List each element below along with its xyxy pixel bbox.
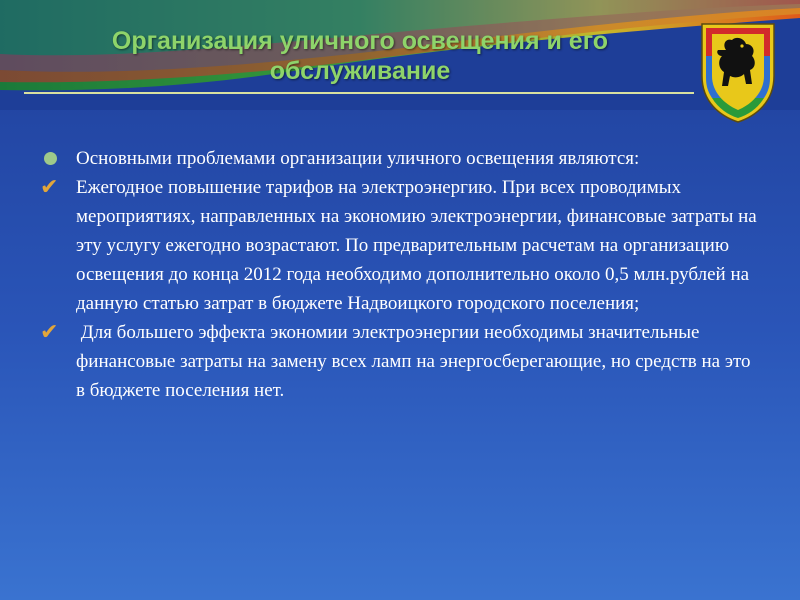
slide-title: Организация уличного освещения и его обслуживание [111,27,609,85]
slide-content [40,144,760,405]
list-item-text: Для большего эффекта экономии электроэнергии необходимы значительные финансовые затраты на замену всех ламп на энергосберегающие, но средств на это в бюджете поселения нет. [76,322,756,401]
checkmark-icon: ✔ [40,175,59,200]
list-item-text: Ежегодное повышение тарифов на электроэнергию. При всех проводимых мероприятиях, направленных на экономию электроэнергии, финансовые затраты на эту услугу ежегодно возрастают. По предварительным расчетам на организацию освещения до конца 2012 года необходимо дополнительно около 0,5 млн.рублей на данную статью затрат в бюджете Надвоицкого городского поселения; [76,177,757,314]
list-item [40,144,760,173]
list-item [40,318,760,405]
dot-bullet-icon [40,144,68,173]
title-divider [24,92,694,94]
list-item-text: Основными проблемами организации уличного освещения являются: [76,148,640,169]
coat-of-arms-bear-icon [698,20,778,124]
list-item [40,173,760,318]
checkmark-icon: ✔ [40,320,59,345]
